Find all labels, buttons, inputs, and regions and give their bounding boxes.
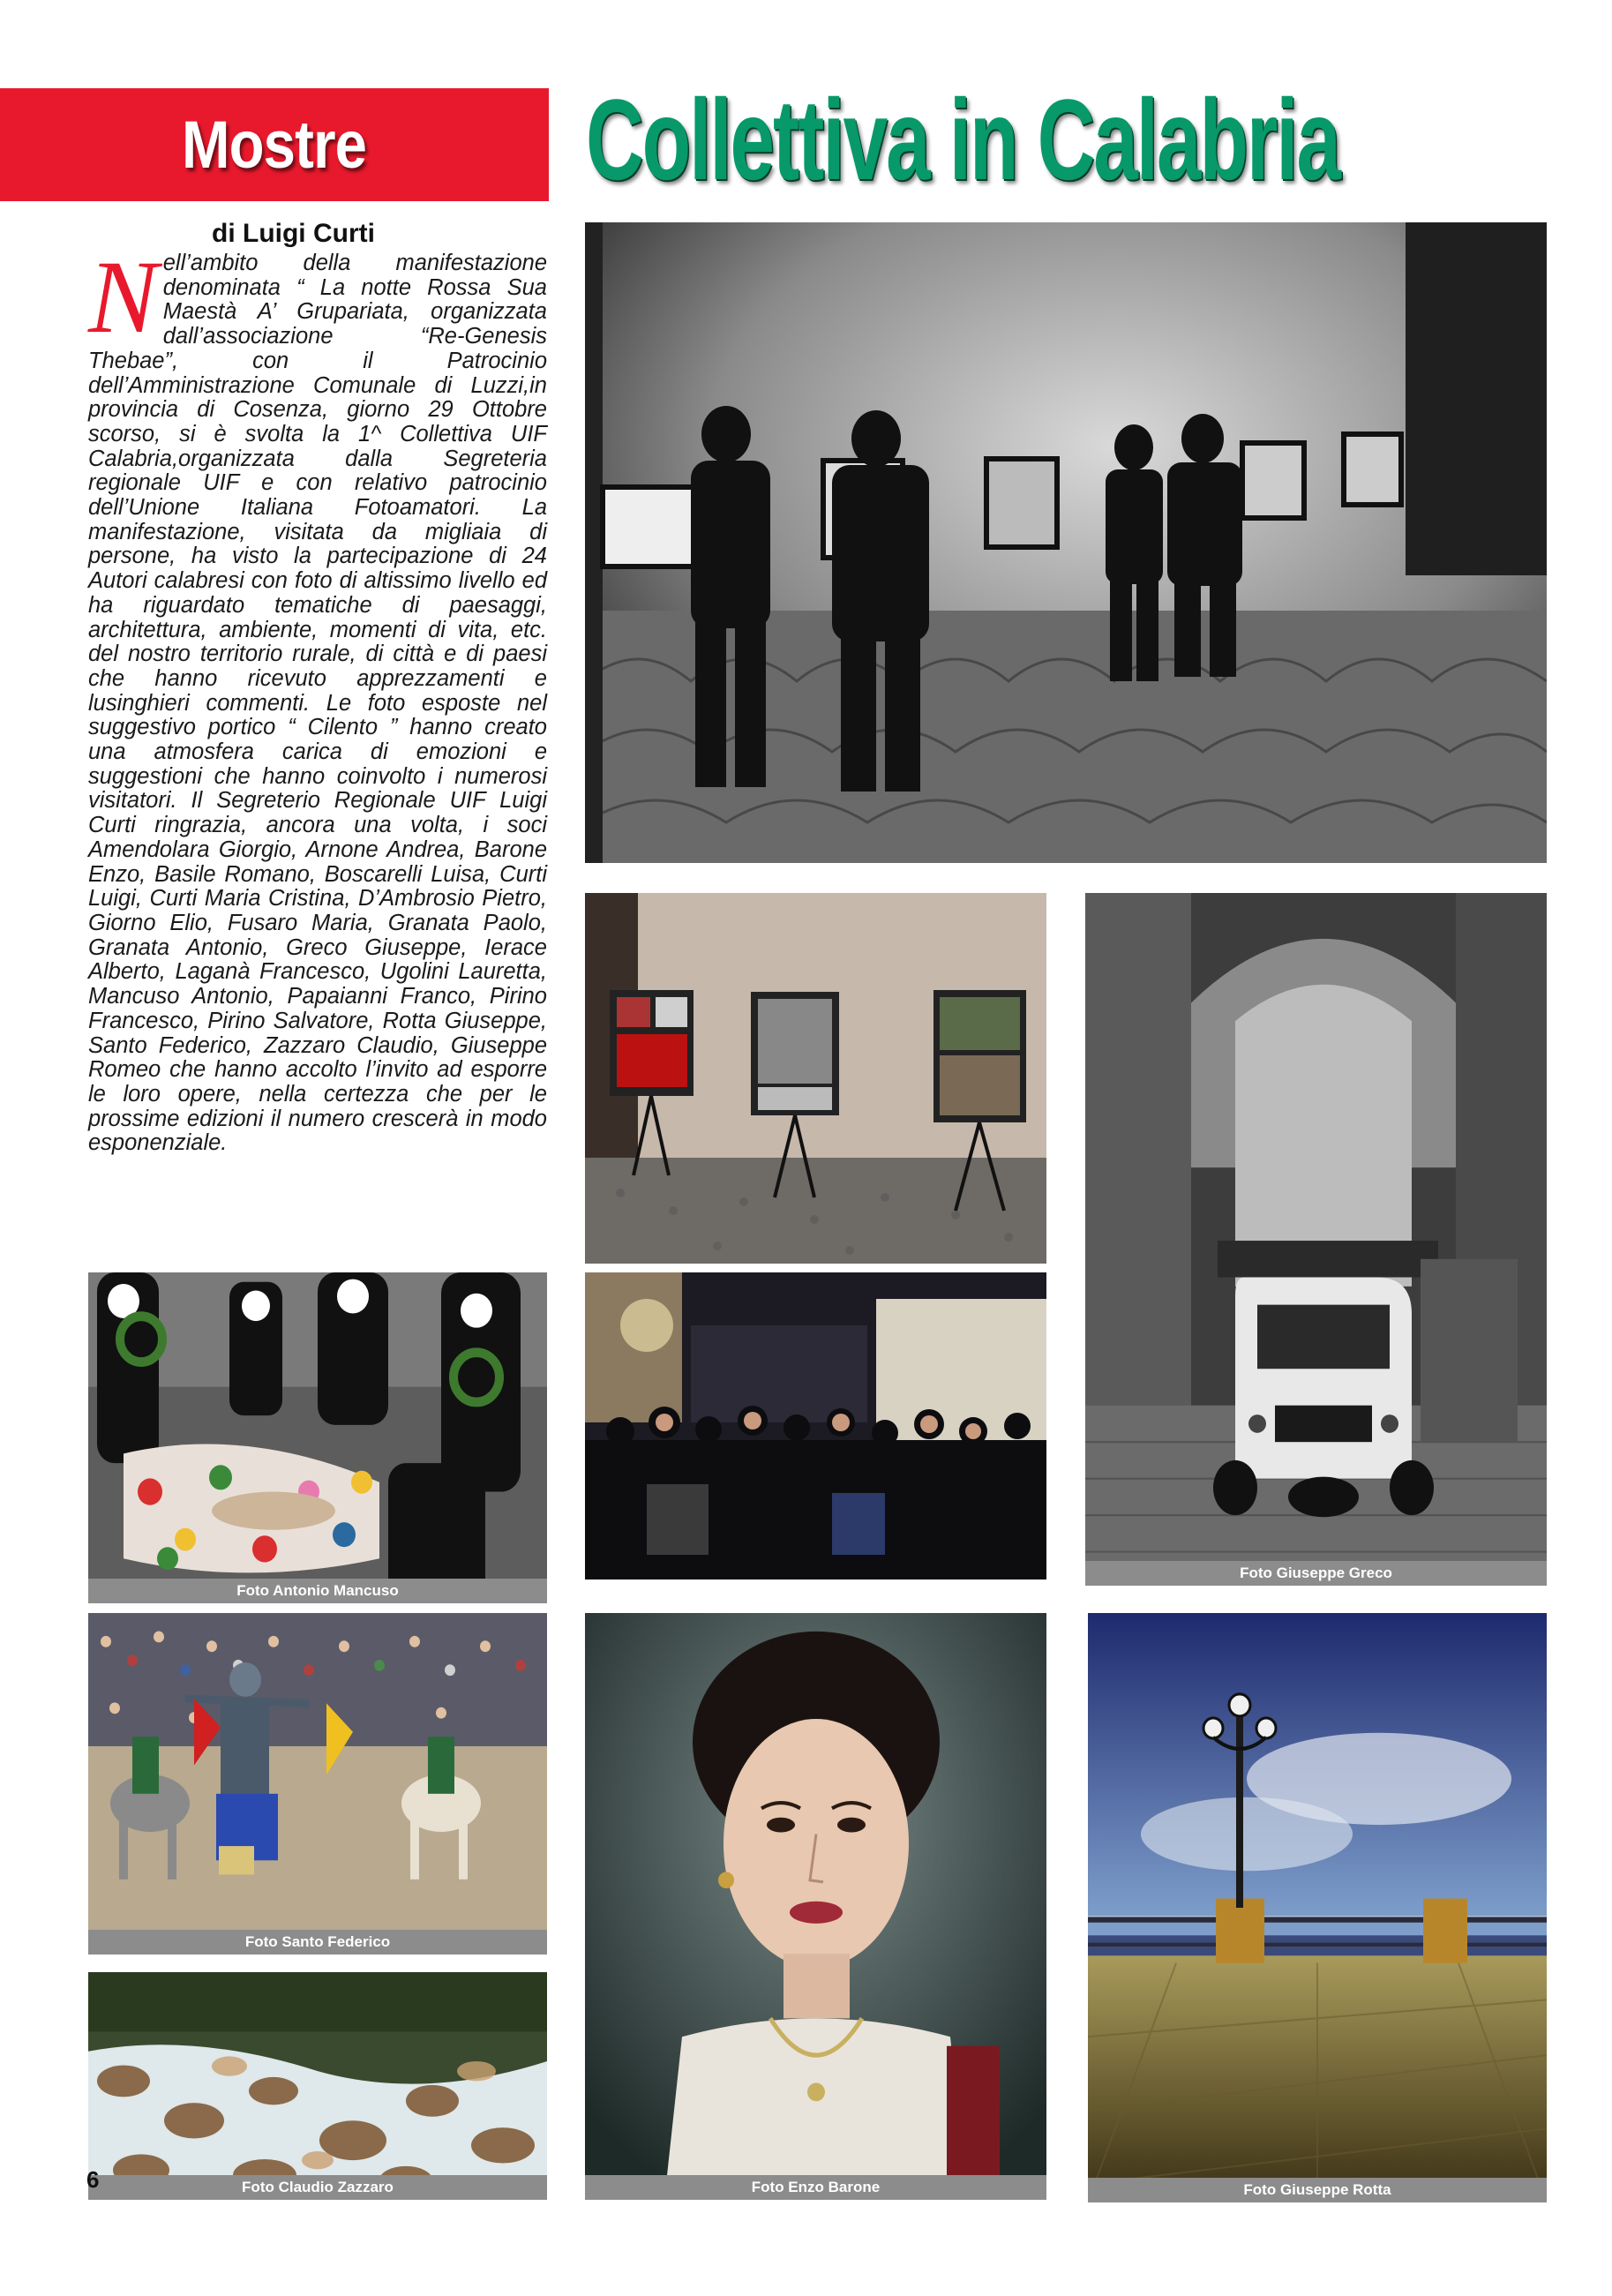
page-title: Collettiva in Calabria	[586, 75, 1339, 204]
section-tag	[0, 88, 549, 201]
photo-mancuso	[88, 1272, 547, 1603]
page-number: 6	[86, 2166, 100, 2193]
photo-federico	[88, 1613, 547, 1955]
article-text: ell’ambito della manifestazione denominata “ La notte Rossa Sua Maestà A’ Grupariata, organizzata dall’associazione “Re-Genesis Thebae”, con il Patrocinio dell’Amministrazione Comunale di Luzzi,in provincia di Cosenza, giorno 29 Ottobre scorso, si è svolta la 1^ Collettiva UIF Calabria,organizzata dalla Segreteria regionale UIF e con relativo patrocinio dell’Unione Italiana Fotoamatori. La manifestazione, visitata da migliaia di persone, ha visto la partecipazione di 24 Autori calabresi con foto di altissimo livello ed ha riguardato tematiche di paesaggi, architettura, ambiente, momenti di vita, etc. del nostro territorio rurale, di città e di paesi che hanno ricevuto apprezzamenti e lusinghieri commenti. Le foto esposte nel suggestivo portico “ Cilento ” hanno creato una atmosfera carica di emozioni e suggestioni che hanno coinvolto i numerosi visitatori. Il Segreterio Regionale UIF Luigi Curti ringrazia, ancora una volta, i soci Amendolara Giorgio, Arnone Andrea, Barone Enzo, Basile Romano, Boscarelli Luisa, Curti Luigi, Curti Maria Cristina, D’Ambrosio Pietro, Giorno Elio, Fusaro Maria, Granata Paolo, Granata Antonio, Greco Giuseppe, Ierace Alberto, Laganà Francesco, Ugolini Lauretta, Mancuso Antonio, Papaianni Franco, Pirino Francesco, Pirino Salvatore, Rotta Giuseppe, Santo Federico, Zazzaro Claudio, Giuseppe Romeo che hanno accolto l’invito ad esporre le loro opere, nella certezza che per le prossime edizioni il numero crescerà in modo esponenziale.	[88, 251, 547, 1156]
photo-greco	[1085, 893, 1547, 1586]
caption-rotta: Foto Giuseppe Rotta	[1088, 2178, 1547, 2202]
caption-federico: Foto Santo Federico	[88, 1930, 547, 1955]
caption-zazzaro: Foto Claudio Zazzaro	[88, 2175, 547, 2200]
photo-barone	[585, 1613, 1046, 2200]
caption-barone: Foto Enzo Barone	[585, 2175, 1046, 2200]
caption-mancuso: Foto Antonio Mancuso	[88, 1579, 547, 1603]
photo-zazzaro	[88, 1972, 547, 2200]
photo-easels	[585, 893, 1046, 1264]
photo-exhibition-night	[585, 222, 1547, 863]
drop-cap: N	[88, 239, 158, 355]
section-label: Mostre	[182, 107, 367, 183]
photo-rotta	[1088, 1613, 1547, 2202]
article-body	[88, 239, 547, 1156]
photo-crowd-night	[585, 1272, 1046, 1579]
caption-greco: Foto Giuseppe Greco	[1085, 1561, 1547, 1586]
byline: di Luigi Curti	[212, 219, 375, 248]
